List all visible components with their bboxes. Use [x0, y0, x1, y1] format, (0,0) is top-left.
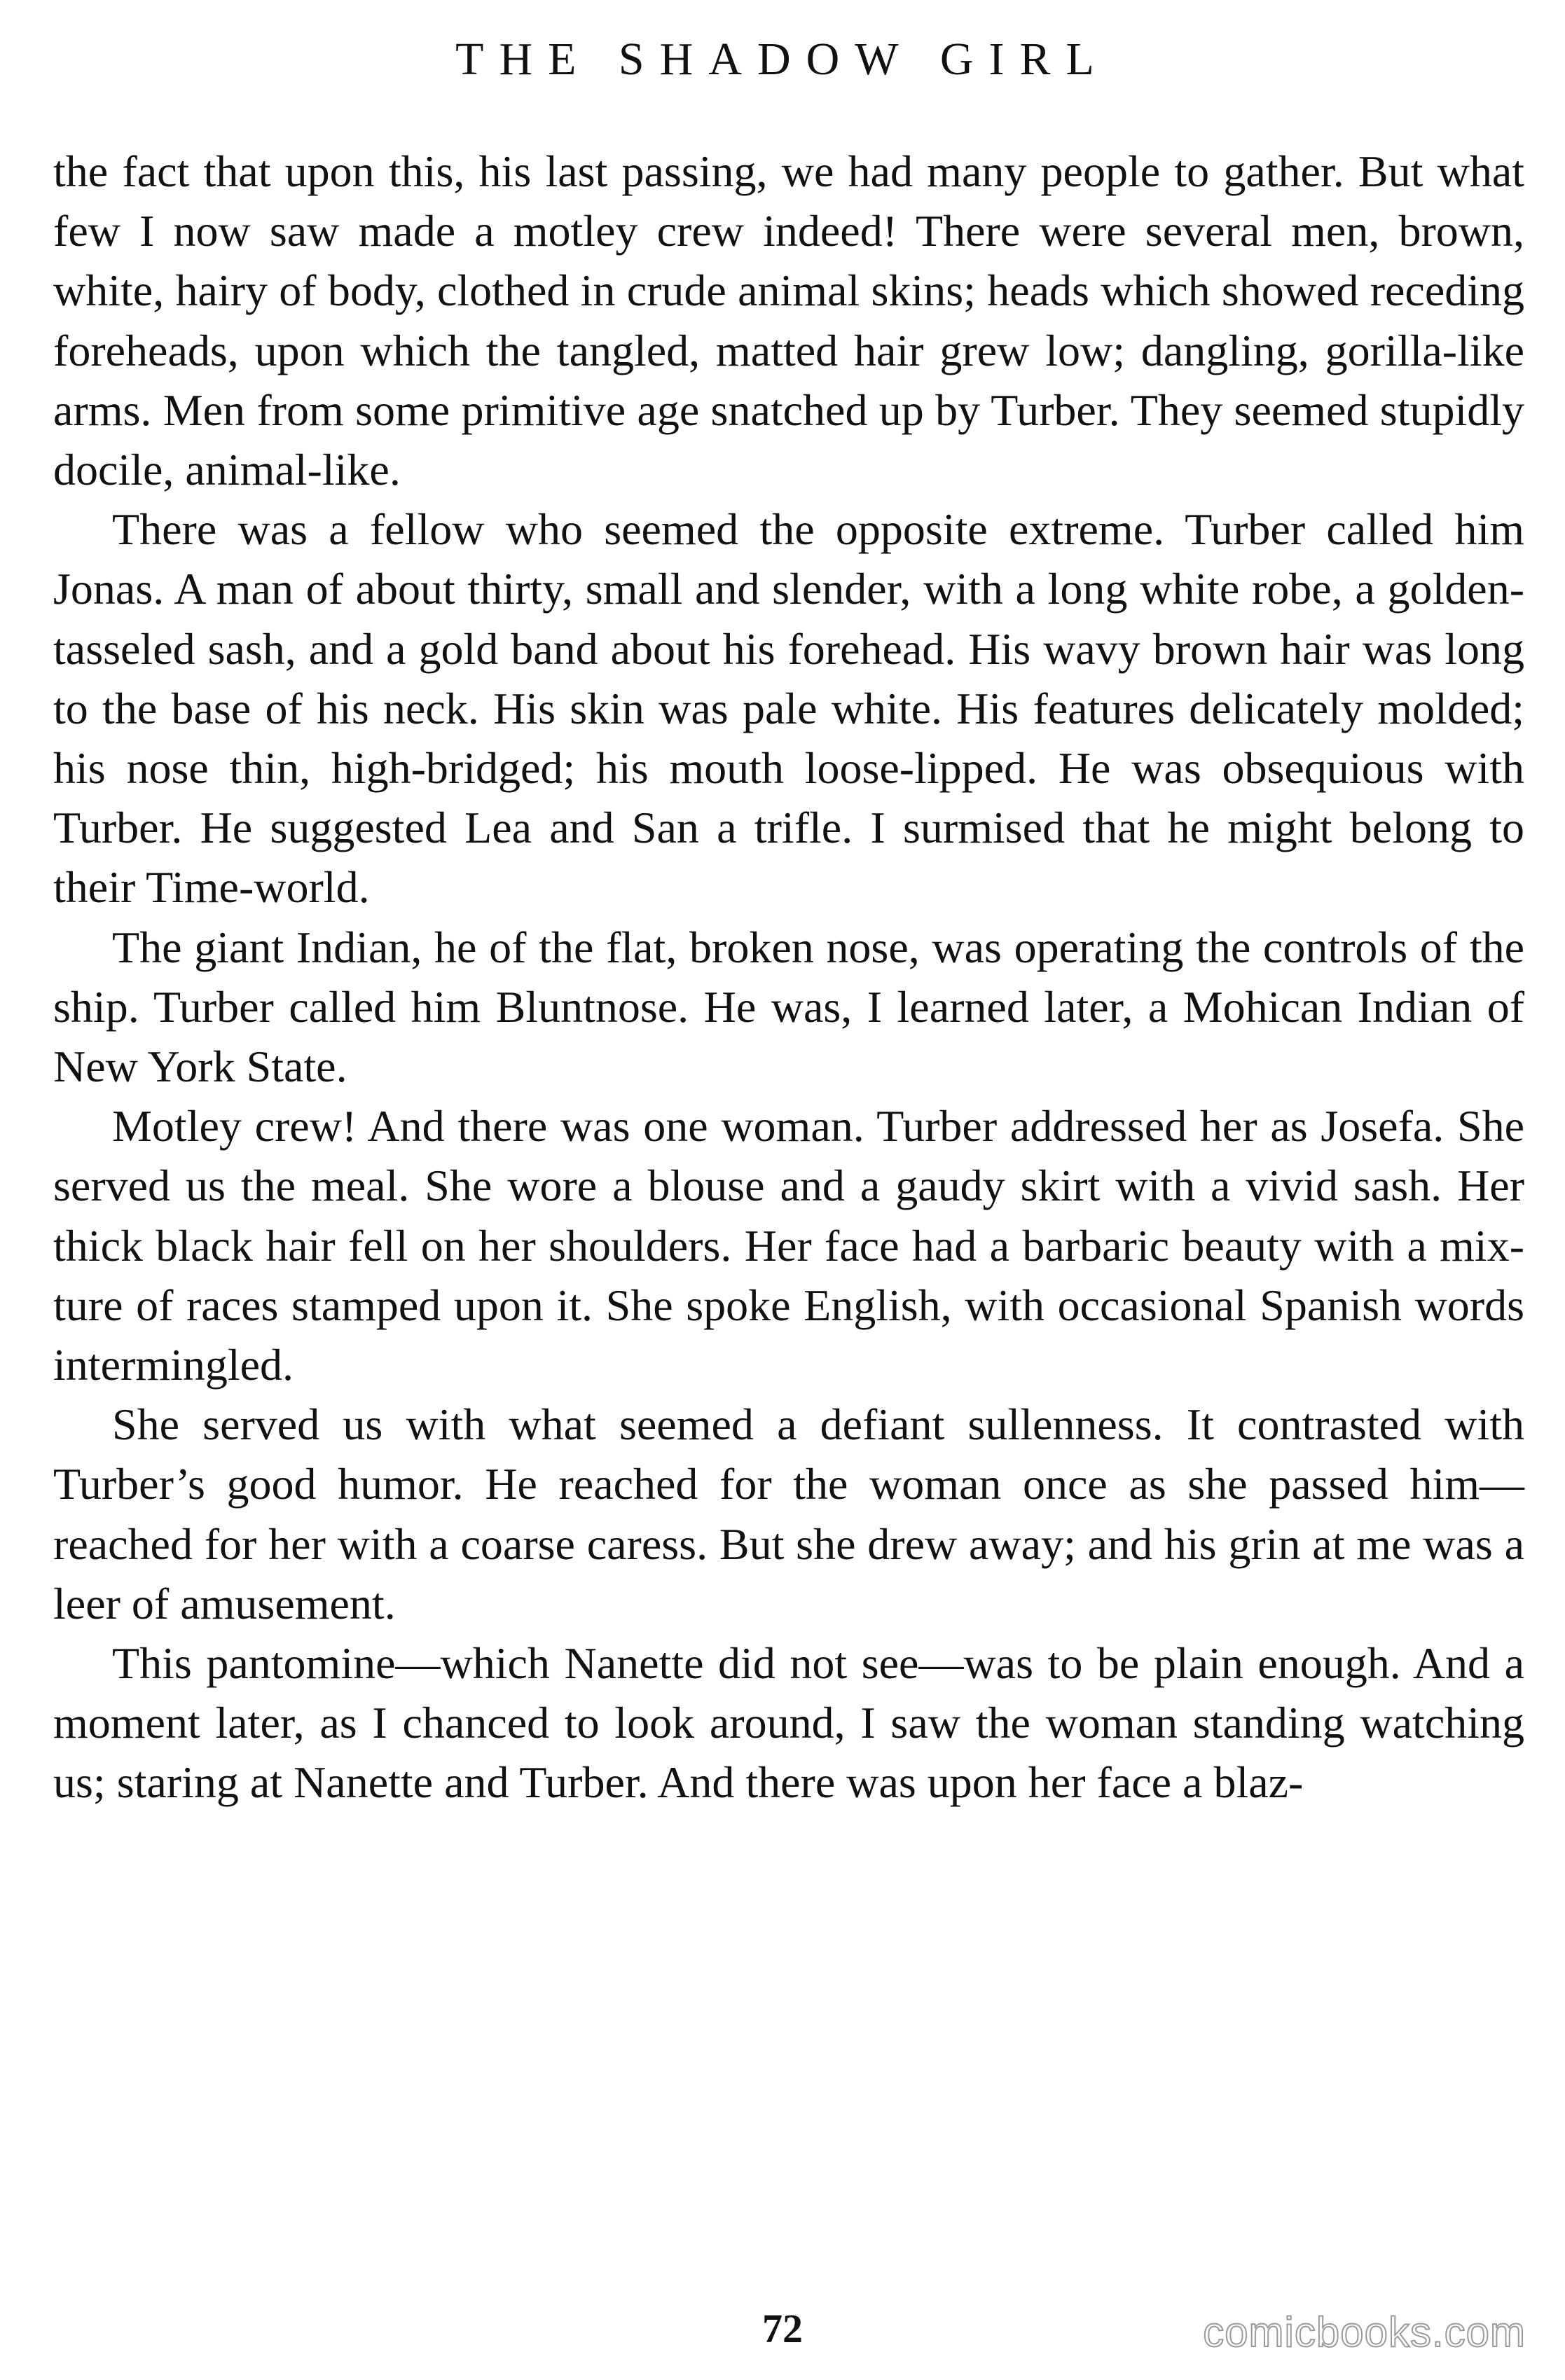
paragraph-4: Motley crew! And there was one woman. Turber addressed her as Josefa. She served us the meal. She wore a blouse and a gaudy skirt with a vivid sash. Her thick black hair fell on her shoulders. Her face had a barbaric beauty with a mixture of races stamped upon it. She spoke English, with occasional Spanish words intermingled. — [53, 1101, 1524, 1390]
paragraph-2: There was a fellow who seemed the opposite extreme. Turber called him Jonas. A man of about thirty, small and slender, with a long white robe, a golden-tasseled sash, and a gold band about his forehead. His wavy brown hair was long to the base of his neck. His skin was pale white. His features delicately molded; his nose thin, high-bridged; his mouth loose-lipped. He was obsequious with Turber. He suggested Lea and San a trifle. I surmised that he might belong to their Time-world. — [53, 504, 1524, 913]
paragraph-1: the fact that upon this, his last passing, we had many people to gather. But what few I now saw made a motley crew indeed! There were several men, brown, white, hairy of body, clothed in crude animal skins; heads which showed receding foreheads, upon which the tangled, matted hair grew low; dangling, gorilla-like arms. Men from some primitive age snatched up by Turber. They seemed stupidly docile, animal-like. — [53, 146, 1524, 495]
paragraph-5: She served us with what seemed a defiant sullenness. It contrasted with Turber’s good humor. He reached for the woman once as she passed him—reached for her with a coarse caress. But she drew away; and his grin at me was a leer of amusement. — [53, 1399, 1524, 1628]
paragraph-6: This pantomine—which Nanette did not see—was to be plain enough. And a moment later, as I chanced to look around, I saw the woman standing watching us; staring at Nanette and Turber. And there was upon her face a blaz- — [53, 1638, 1524, 1808]
paragraph-3: The giant Indian, he of the flat, broken nose, was operating the controls of the ship. Turber called him Bluntnose. He was, I learned later, a Mohican Indian of New York State. — [53, 922, 1524, 1092]
running-title: THE SHADOW GIRL — [455, 34, 1110, 85]
page-number: 72 — [762, 2306, 803, 2351]
watermark-logo: comicbooks.com — [1203, 2309, 1526, 2355]
body-text — [53, 141, 1524, 1813]
